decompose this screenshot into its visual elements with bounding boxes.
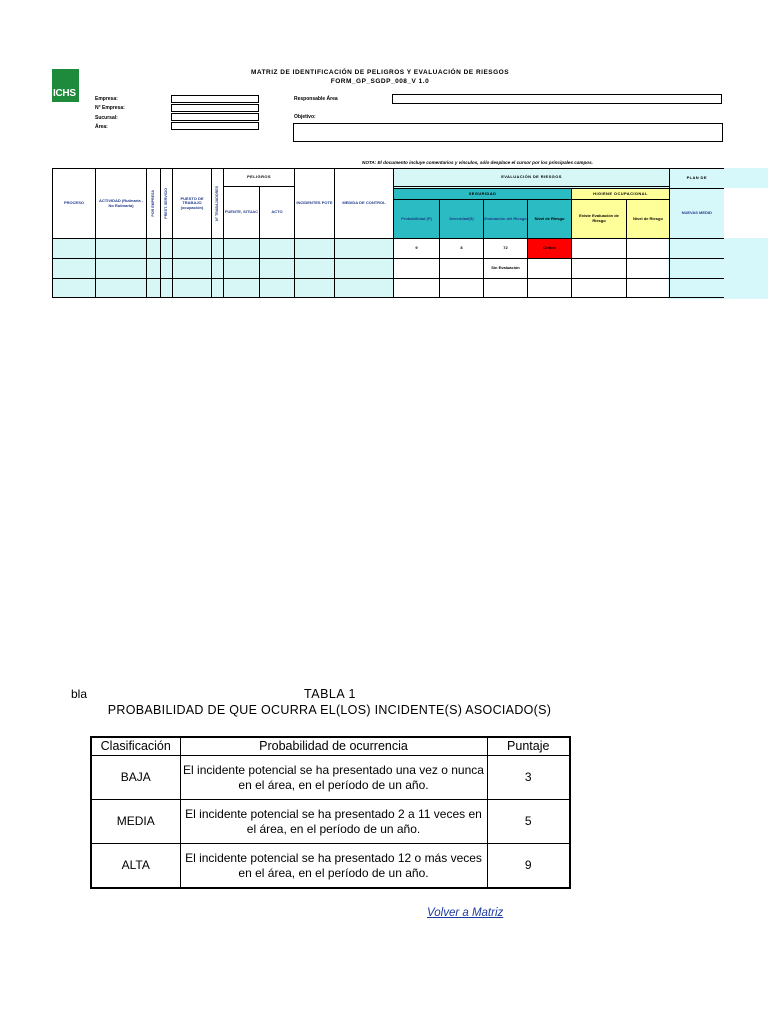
row-clasificacion: BAJA <box>91 756 180 800</box>
area-label: Área: <box>95 124 108 130</box>
cell[interactable] <box>147 259 161 279</box>
sucursal-field[interactable] <box>171 113 259 121</box>
table1-prefix: bla <box>71 687 88 701</box>
col-acto: ACTO <box>260 187 295 239</box>
cell[interactable] <box>147 239 161 259</box>
col-nuevas-label: NUEVAS MEDID <box>681 210 712 216</box>
col-seguridad: SEGURIDAD <box>394 189 572 200</box>
col-trabajadores-label: N° TRABAJADORES <box>215 186 220 221</box>
empresa-field[interactable] <box>171 95 259 103</box>
logo-text: ICHS <box>53 88 76 99</box>
col-prest-servicio-label: PREST. SERVICIO <box>164 188 169 219</box>
cell[interactable] <box>572 279 627 298</box>
row-descripcion: El incidente potencial se ha presentado 2 a 11 veces en el área, en el período de un año. <box>180 800 487 844</box>
cell[interactable] <box>212 259 224 279</box>
col-plan-sub <box>670 189 724 239</box>
cell[interactable] <box>335 259 394 279</box>
area-field[interactable] <box>171 122 259 130</box>
n-empresa-label: N° Empresa: <box>95 105 125 111</box>
row-descripcion: El incidente potencial se ha presentado una vez o nunca en el área, en el período de un año. <box>180 756 487 800</box>
cell[interactable] <box>670 239 724 259</box>
n-empresa-field[interactable] <box>171 104 259 112</box>
responsable-field[interactable] <box>392 94 722 104</box>
cell[interactable] <box>161 259 173 279</box>
probability-table <box>90 736 571 889</box>
col-incidentes: INCIDENTES POTE <box>295 169 335 239</box>
col-existe-eval: Existe Evaluación de Riesgo <box>572 200 627 239</box>
cell <box>528 279 572 298</box>
cell[interactable] <box>335 239 394 259</box>
document-note: NOTA: El documento incluye comentarios y vínculos, sólo desplace el cursor por los principales campos. <box>362 160 593 165</box>
col-por-empresa <box>147 169 161 239</box>
col-higiene: HIGIENE OCUPACIONAL <box>572 189 670 200</box>
cell <box>484 279 528 298</box>
col-medida: MEDIDA DE CONTROL <box>335 169 394 239</box>
cell[interactable] <box>173 259 212 279</box>
risk-matrix <box>52 168 724 298</box>
objetivo-label: Objetivo: <box>294 114 316 120</box>
col-eval-riesgo: Evaluación del Riesgo <box>484 200 528 239</box>
cell[interactable] <box>627 279 670 298</box>
cell[interactable] <box>572 259 627 279</box>
probabilidad-value[interactable]: 9 <box>394 239 440 259</box>
col-probabilidad: Probabilidad (P) <box>394 200 440 239</box>
col-nivel-riesgo-h: Nivel de Riesgo <box>627 200 670 239</box>
cell[interactable] <box>260 239 295 259</box>
table-row <box>53 279 724 298</box>
cell[interactable] <box>627 239 670 259</box>
cell[interactable] <box>224 239 260 259</box>
document-code: FORM_GP_SGDP_008_V 1.0 <box>330 78 430 85</box>
col-plan: PLAN DE <box>670 169 724 189</box>
col-por-empresa-label: POR EMPRESA <box>151 190 156 217</box>
table-row <box>91 756 570 800</box>
objetivo-field[interactable] <box>293 123 723 142</box>
cell[interactable] <box>212 279 224 298</box>
cell[interactable] <box>224 279 260 298</box>
table-row <box>53 259 724 279</box>
cell[interactable] <box>295 259 335 279</box>
cell[interactable] <box>96 259 147 279</box>
col-prest-servicio <box>161 169 173 239</box>
cell[interactable] <box>670 259 724 279</box>
cell[interactable] <box>627 259 670 279</box>
table-row <box>91 800 570 844</box>
cell[interactable] <box>53 259 96 279</box>
col-actividad: ACTIVIDAD (Rutinaria - No Rutinaria) <box>96 169 147 239</box>
cell[interactable] <box>260 259 295 279</box>
responsable-label: Responsable Área <box>294 96 338 102</box>
cell[interactable] <box>295 239 335 259</box>
cell[interactable] <box>394 279 440 298</box>
col-proceso: PROCESO <box>53 169 96 239</box>
col-trabajadores <box>212 169 224 239</box>
table-row <box>53 239 724 259</box>
col-evaluacion: EVALUACIÓN DE RIESGOS <box>394 169 670 187</box>
cell[interactable] <box>260 279 295 298</box>
severidad-value[interactable]: 8 <box>440 239 484 259</box>
cell[interactable] <box>53 239 96 259</box>
cell[interactable] <box>96 279 147 298</box>
cell[interactable] <box>96 239 147 259</box>
row-puntaje: 3 <box>487 756 570 800</box>
eval-riesgo-value: Sin Evaluación <box>484 259 528 279</box>
cell[interactable] <box>335 279 394 298</box>
cell[interactable] <box>147 279 161 298</box>
th-probabilidad: Probabilidad de ocurrencia <box>180 737 487 756</box>
cell[interactable] <box>440 279 484 298</box>
col-peligros: PELIGROS <box>224 169 295 187</box>
cell[interactable] <box>394 259 440 279</box>
row-clasificacion: ALTA <box>91 844 180 889</box>
cell[interactable] <box>212 239 224 259</box>
th-puntaje: Puntaje <box>487 737 570 756</box>
cell[interactable] <box>572 239 627 259</box>
cell[interactable] <box>161 239 173 259</box>
cell[interactable] <box>161 279 173 298</box>
cell[interactable] <box>295 279 335 298</box>
company-logo <box>52 69 79 102</box>
th-clasificacion: Clasificación <box>91 737 180 756</box>
cell[interactable] <box>173 279 212 298</box>
col-puesto: PUESTO DE TRABAJO (ocupación) <box>173 169 212 239</box>
row-descripcion: El incidente potencial se ha presentado 12 o más veces en el área, en el período de un año. <box>180 844 487 889</box>
cell <box>528 259 572 279</box>
col-fuente: FUENTE, SITUAC <box>224 187 260 239</box>
table-row <box>91 844 570 889</box>
cell[interactable] <box>173 239 212 259</box>
nivel-riesgo-value: Crítico <box>528 239 572 259</box>
document-title: MATRIZ DE IDENTIFICACIÓN DE PELIGROS Y EVALUACIÓN DE RIESGOS <box>250 69 510 76</box>
empresa-label: Empresa: <box>95 96 118 102</box>
cell[interactable] <box>440 259 484 279</box>
volver-a-matriz-link[interactable]: Volver a Matriz <box>427 907 504 919</box>
sucursal-label: Sucursal: <box>95 115 118 121</box>
cell[interactable] <box>53 279 96 298</box>
cell[interactable] <box>670 279 724 298</box>
cell[interactable] <box>224 259 260 279</box>
col-nivel-riesgo: Nivel de Riesgo <box>528 200 572 239</box>
col-severidad: Severidad(S) <box>440 200 484 239</box>
row-clasificacion: MEDIA <box>91 800 180 844</box>
row-puntaje: 9 <box>487 844 570 889</box>
table1-title: TABLA 1 <box>304 687 356 701</box>
row-puntaje: 5 <box>487 800 570 844</box>
table1-subtitle: PROBABILIDAD DE QUE OCURRA EL(LOS) INCIDENTE(S) ASOCIADO(S) <box>107 703 552 717</box>
eval-riesgo-value: 72 <box>484 239 528 259</box>
